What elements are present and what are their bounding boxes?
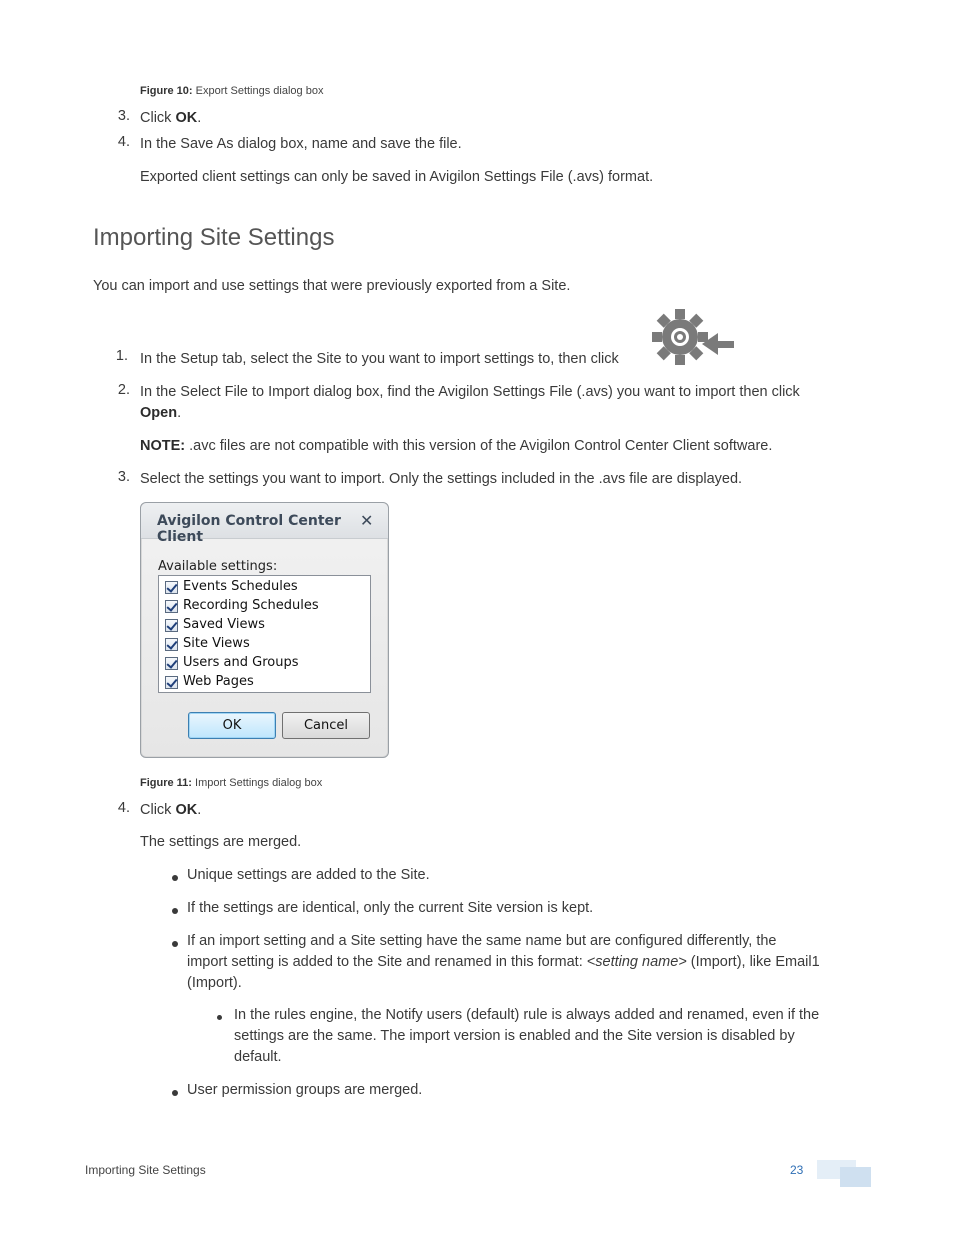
footer-title: Importing Site Settings	[85, 1163, 206, 1177]
note-label: NOTE:	[140, 438, 186, 454]
step-number: 1.	[115, 348, 128, 364]
sub-bullet-text-cont: default.	[234, 1049, 282, 1065]
setting-name-placeholder: <setting name>	[586, 954, 687, 970]
bullet-text: If the settings are identical, only the current Site version is kept.	[187, 900, 594, 916]
checkbox-checked-icon[interactable]	[165, 676, 178, 689]
bullet-icon	[172, 941, 178, 947]
step-number: 4.	[117, 134, 130, 150]
step-text-part: Click	[140, 110, 176, 126]
step-text-part: .	[197, 110, 202, 126]
step-text	[140, 108, 201, 129]
cancel-button[interactable]: Cancel	[282, 712, 370, 739]
footer-decoration	[840, 1167, 871, 1187]
step-text-cont	[140, 403, 181, 424]
step-text: In the Save As dialog box, name and save the file.	[140, 136, 462, 152]
checkbox-checked-icon[interactable]	[165, 619, 178, 632]
step-text: In the Setup tab, select the Site to you want to import settings to, then click	[140, 351, 619, 367]
step-bold: OK	[175, 802, 198, 818]
list-item-label: Recording Schedules	[183, 598, 319, 613]
merged-text: The settings are merged.	[140, 834, 302, 850]
bullet-text-part: (Import), like Email1	[686, 954, 820, 970]
step-bold: OK	[175, 110, 198, 126]
intro-paragraph: You can import and use settings that were previously exported from a Site.	[93, 278, 571, 294]
export-note: Exported client settings can only be saved in Avigilon Settings File (.avs) format.	[140, 169, 654, 185]
list-item-label: Saved Views	[183, 617, 265, 632]
checkbox-checked-icon[interactable]	[165, 638, 178, 651]
list-item-label: Events Schedules	[183, 579, 298, 594]
step-text	[140, 800, 201, 821]
list-item-label: Site Views	[183, 636, 250, 651]
caption-label: Figure 11:	[140, 777, 192, 789]
close-icon[interactable]: ✕	[360, 511, 374, 530]
note-text: .avc files are not compatible with this version of the Avigilon Control Center Client software.	[185, 438, 773, 454]
bullet-text-cont	[187, 952, 820, 973]
step-text-part: .	[197, 802, 202, 818]
bullet-text-cont: (Import).	[187, 975, 242, 991]
section-title: Importing Site Settings	[93, 224, 335, 251]
sub-bullet-icon	[217, 1015, 222, 1020]
step-number: 3.	[117, 108, 130, 124]
bullet-icon	[172, 908, 178, 914]
bullet-text-part: import setting is added to the Site and renamed in this format:	[187, 954, 587, 970]
figure-10-caption	[140, 85, 323, 97]
step-number: 3.	[117, 469, 130, 485]
bullet-icon	[172, 1090, 178, 1096]
step-text-part: Click	[140, 802, 176, 818]
step-text: In the Select File to Import dialog box, find the Avigilon Settings File (.avs) you want to import then click	[140, 384, 800, 400]
checkbox-checked-icon[interactable]	[165, 657, 178, 670]
available-settings-label: Available settings:	[158, 559, 278, 574]
import-settings-dialog	[140, 502, 389, 758]
step-text-part: .	[177, 405, 182, 421]
checkbox-checked-icon[interactable]	[165, 600, 178, 613]
step-bold: Open	[140, 405, 178, 421]
page-number: 23	[790, 1163, 804, 1177]
note	[140, 436, 772, 457]
bullet-text: Unique settings are added to the Site.	[187, 867, 430, 883]
sub-bullet-text-cont: settings are the same. The import version is enabled and the Site version is disabled by	[234, 1028, 795, 1044]
bullet-icon	[172, 875, 178, 881]
ok-button[interactable]: OK	[188, 712, 276, 739]
step-number: 4.	[117, 800, 130, 816]
step-text: Select the settings you want to import. Only the settings included in the .avs file are displayed.	[140, 471, 743, 487]
dialog-titlebar	[141, 503, 388, 545]
dialog-title: Avigilon Control Center Client	[157, 513, 341, 545]
settings-list	[158, 575, 371, 693]
bullet-text: User permission groups are merged.	[187, 1082, 423, 1098]
figure-11-caption	[140, 777, 322, 789]
bullet-text: If an import setting and a Site setting have the same name but are configured differently, the	[187, 933, 777, 949]
caption-text: Import Settings dialog box	[195, 777, 323, 789]
checkbox-checked-icon[interactable]	[165, 581, 178, 594]
caption-text: Export Settings dialog box	[195, 85, 324, 97]
step-number: 2.	[117, 382, 130, 398]
list-item-label: Web Pages	[183, 674, 254, 689]
gear-import-icon	[650, 307, 736, 367]
sub-bullet-text: In the rules engine, the Notify users (default) rule is always added and renamed, even if the	[234, 1007, 820, 1023]
list-item-label: Users and Groups	[183, 655, 299, 670]
caption-label: Figure 10:	[140, 85, 193, 97]
